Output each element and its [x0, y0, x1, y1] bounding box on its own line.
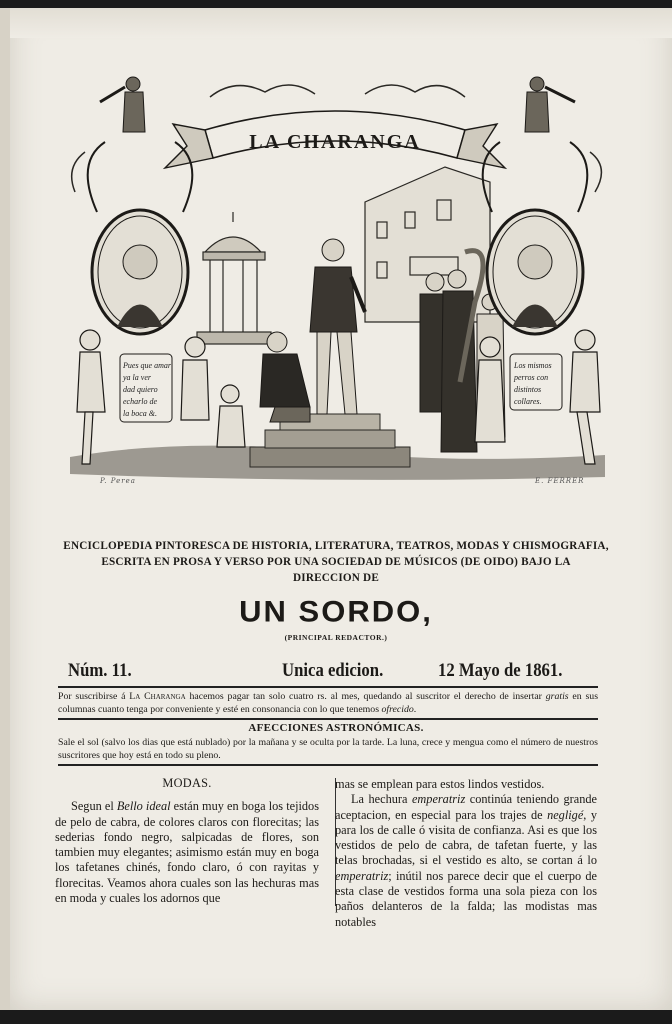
- subtitle-line-3: DIRECCION DE: [292, 572, 379, 584]
- right-scroll-line-3: distintos: [514, 385, 542, 394]
- modas-p3-d: ; inútil nos parece decir que el cuerpo de esta clase de vestidos forma una sola pieza con los paños delanteros de la falda; las modistas mas notables: [335, 868, 597, 929]
- left-scroll-line-2: ya la ver: [123, 373, 151, 382]
- modas-p1-italic: Bello ideal: [116, 799, 171, 814]
- modas-column-left: [55, 776, 319, 906]
- modas-paragraph-3: [335, 792, 597, 930]
- modas-paragraph-1: [55, 799, 319, 906]
- subscription-ofrecido: ofrecido: [381, 704, 414, 715]
- subtitle-line-1: ENCICLOPEDIA PINTORESCA DE HISTORIA, LITERATURA, TEATROS, MODAS Y CHISMOGRAFIA,: [63, 540, 609, 552]
- left-scroll-line-4: echarlo de: [123, 397, 157, 406]
- subscription-text-1: Por suscribirse á: [58, 691, 130, 702]
- modas-column-right: [335, 777, 597, 930]
- subscription-gratis: gratis: [545, 691, 569, 702]
- rule-above-afecciones: [58, 718, 598, 720]
- right-portrait-medallion: [483, 142, 588, 334]
- right-scroll-line-1: Los mismos: [514, 361, 552, 370]
- left-trumpeter: [100, 77, 145, 132]
- modas-p3-italic-3: emperatriz: [335, 868, 389, 883]
- left-scroll-line-5: la boca &.: [123, 409, 157, 418]
- engraver-signature-left: P. Perea: [100, 477, 136, 485]
- modas-title: MODAS.: [162, 776, 212, 790]
- modas-paragraph-2: mas se emplean para estos lindos vestidos.: [335, 777, 545, 791]
- rule-under-issue: [58, 686, 598, 688]
- modas-p3-a: La hechura: [351, 792, 412, 807]
- subtitle-block: [0, 538, 672, 586]
- subtitle-line-2: ESCRITA EN PROSA Y VERSO POR UNA SOCIEDAD DE MÚSICOS (DE OIDO) BAJO LA: [101, 556, 571, 568]
- left-scroll: [120, 354, 172, 422]
- modas-p3-b: continúa teniendo grande aceptacion, en especial para los trajes de: [335, 792, 597, 822]
- editor-role: (PRINCIPAL REDACTOR.): [284, 633, 388, 642]
- subscription-notice: [58, 690, 598, 716]
- modas-p3-italic-2: negligé: [547, 807, 584, 822]
- subscription-brand: La Charanga: [129, 691, 186, 702]
- right-trumpeter: [525, 77, 575, 132]
- subscription-text-4: .: [413, 704, 417, 715]
- central-figure: [310, 239, 365, 414]
- banner-title: LA CHARANGA: [249, 131, 421, 153]
- left-scroll-line-1: Pues que amar: [123, 361, 171, 370]
- modas-p3-c: , y para los de calle ó visita de confianza. Asi es que los vestidos de pelo de cabra, de tafetan fuerte, y las telas brochadas, si el vestido es alto, se cortan á lo: [335, 807, 597, 868]
- temple: [197, 212, 271, 344]
- page-edge-strip: [0, 8, 10, 1010]
- seated-figure: [260, 332, 310, 422]
- page-top-edge: [10, 8, 672, 38]
- right-scroll-line-4: collares.: [514, 397, 542, 406]
- modas-p1-start: Segun el: [71, 799, 117, 814]
- editor-name: UN SORDO,: [239, 594, 433, 629]
- subscription-text-2: hacemos pagar tan solo cuatro rs. al mes, quedando al suscritor el derecho de insertar: [185, 691, 546, 702]
- issue-date: 12 Mayo de 1861.: [438, 660, 563, 681]
- rule-above-columns: [58, 764, 598, 766]
- modas-p1-rest: están muy en boga los tejidos de pelo de cabra, de colores claros con florecitas; las sederias fondo negro, salpicadas de flores, son tambien muy elegantes; asimismo están muy en boga los tafetanes chinés, fondo claro, ó con rayitas y florecitas. Veamos ahora cuales son las hechuras mas en moda y cuales los adornos que: [55, 799, 319, 906]
- left-portrait-medallion: [88, 142, 193, 334]
- right-scroll: [510, 354, 562, 410]
- afecciones-title: AFECCIONES ASTRONÓMICAS.: [248, 722, 424, 734]
- issue-edition: Unica edicion.: [282, 660, 384, 681]
- engraver-signature-right: E. FERRER: [535, 477, 585, 485]
- subscription-text-3: en sus columnas cuanto tenga por conveniente y esté en consonancia con lo que tenemos: [58, 691, 599, 715]
- right-scroll-line-2: perros con: [514, 373, 549, 382]
- masthead-engraving: [65, 72, 610, 487]
- modas-p3-italic-1: emperatriz: [411, 792, 466, 807]
- left-scroll-line-3: dad quiero: [123, 385, 158, 394]
- issue-number: Núm. 11.: [68, 660, 132, 681]
- banner-ribbon: [165, 111, 505, 168]
- afecciones-body: Sale el sol (salvo los dias que está nublado) por la mañana y se oculta por la tarde. La luna, crece y mengua como el número de nuestros suscritores que hoy está en todo su pleno.: [58, 737, 598, 761]
